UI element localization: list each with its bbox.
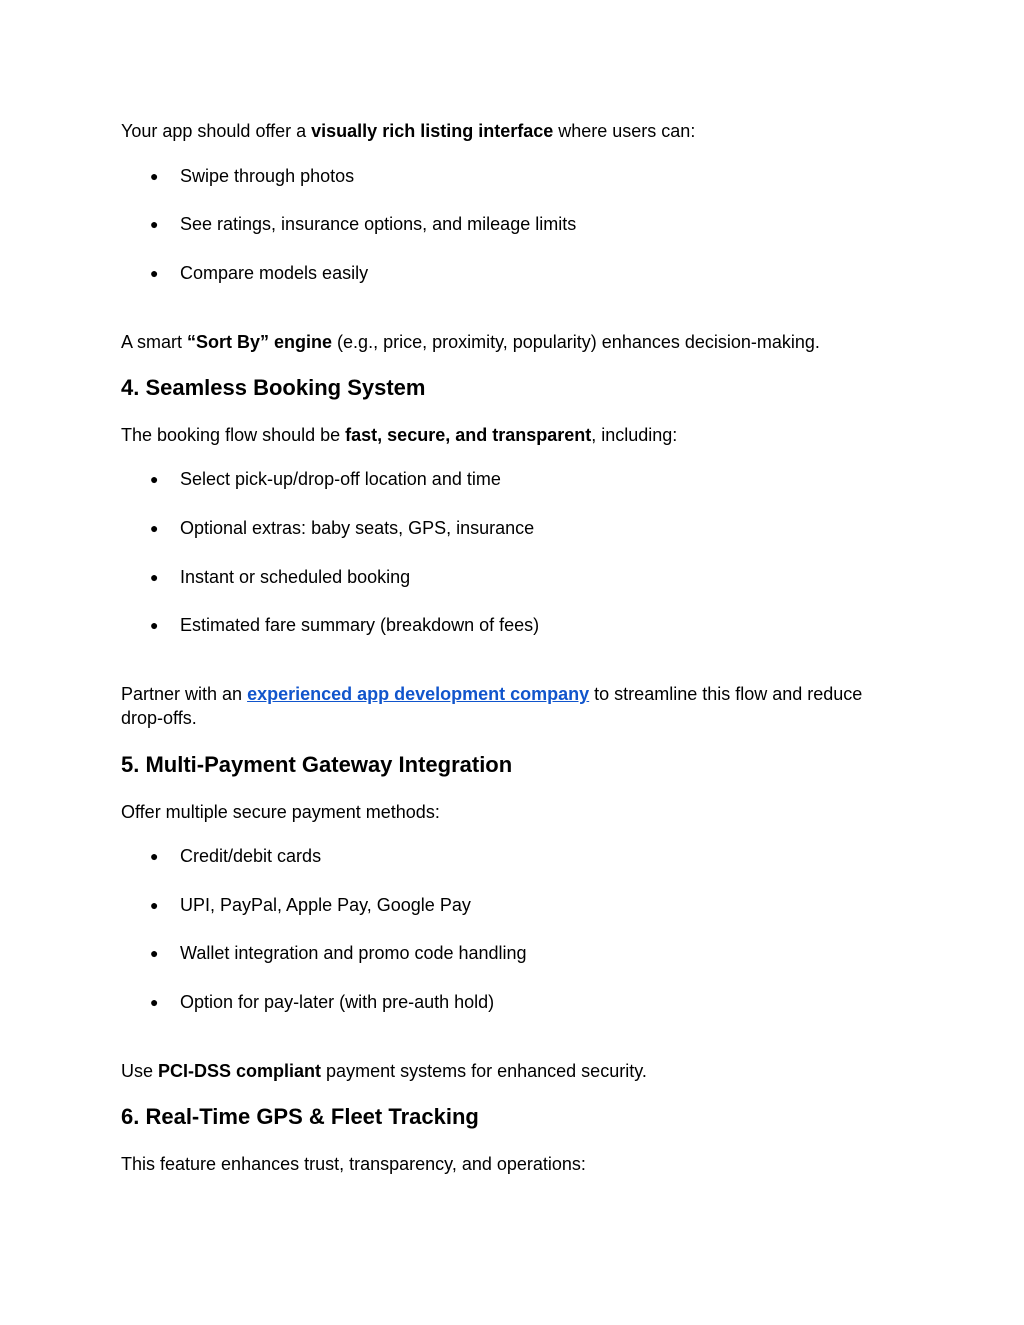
partner-paragraph [121, 682, 901, 706]
bullet-icon: ● [150, 994, 159, 1010]
bullet-icon: ● [150, 265, 159, 281]
pci-paragraph [121, 1059, 901, 1083]
list-item-text: Compare models easily [180, 263, 369, 283]
list-item [150, 941, 527, 965]
bullet-icon: ● [150, 617, 159, 633]
list-item-text: Credit/debit cards [180, 846, 322, 866]
list-item [150, 516, 534, 540]
list-item-text: Select pick-up/drop-off location and time [180, 469, 501, 489]
section-heading-payment: 5. Multi-Payment Gateway Integration [121, 752, 513, 777]
listing-intro-paragraph [121, 119, 901, 143]
bullet-icon: ● [150, 897, 159, 913]
bullet-icon: ● [150, 216, 159, 232]
bullet-icon: ● [150, 520, 159, 536]
list-item-text: Wallet integration and promo code handling [180, 943, 527, 963]
bullet-icon: ● [150, 569, 159, 585]
bullet-icon: ● [150, 848, 159, 864]
booking-intro-bold: fast, secure, and transparent [345, 425, 592, 445]
gps-intro-paragraph: This feature enhances trust, transparency, and operations: [121, 1154, 586, 1174]
list-item [150, 467, 501, 491]
list-item [150, 261, 368, 285]
payment-intro-paragraph: Offer multiple secure payment methods: [121, 802, 440, 822]
list-item [150, 990, 494, 1014]
booking-intro-text-end: , including: [591, 425, 678, 445]
sort-text-end: (e.g., price, proximity, popularity) enhances decision-making. [332, 332, 820, 352]
list-item-text: UPI, PayPal, Apple Pay, Google Pay [180, 895, 471, 915]
list-item [150, 844, 321, 868]
list-item-text: Swipe through photos [180, 166, 355, 186]
pci-text-end: payment systems for enhanced security. [321, 1061, 647, 1081]
partner-text-end: to streamline this flow and reduce [589, 684, 863, 704]
sort-text: A smart [121, 332, 188, 352]
list-item-text: Estimated fare summary (breakdown of fees) [180, 615, 540, 635]
bullet-icon: ● [150, 168, 159, 184]
list-item [150, 613, 539, 637]
list-item-text: Optional extras: baby seats, GPS, insurance [180, 518, 535, 538]
list-item-text: See ratings, insurance options, and mileage limits [180, 214, 577, 234]
intro-text-end: where users can: [553, 121, 696, 141]
sort-paragraph [121, 330, 901, 354]
booking-intro-paragraph [121, 423, 901, 447]
partner-text: Partner with an [121, 684, 248, 704]
intro-text: Your app should offer a [121, 121, 312, 141]
pci-text: Use [121, 1061, 159, 1081]
pci-bold: PCI-DSS compliant [158, 1061, 322, 1081]
bullet-icon: ● [150, 945, 159, 961]
list-item [150, 893, 471, 917]
list-item-text: Instant or scheduled booking [180, 567, 411, 587]
intro-bold: visually rich listing interface [311, 121, 554, 141]
section-heading-gps: 6. Real-Time GPS & Fleet Tracking [121, 1104, 479, 1129]
bullet-icon: ● [150, 471, 159, 487]
list-item-text: Option for pay-later (with pre-auth hold) [180, 992, 495, 1012]
app-development-company-link[interactable]: experienced app development company [247, 684, 590, 704]
list-item [150, 212, 576, 236]
partner-paragraph-line2: drop-offs. [121, 708, 197, 728]
list-item [150, 565, 410, 589]
sort-bold: “Sort By” engine [187, 332, 333, 352]
list-item [150, 164, 354, 188]
booking-intro-text: The booking flow should be [121, 425, 346, 445]
section-heading-booking: 4. Seamless Booking System [121, 375, 426, 400]
